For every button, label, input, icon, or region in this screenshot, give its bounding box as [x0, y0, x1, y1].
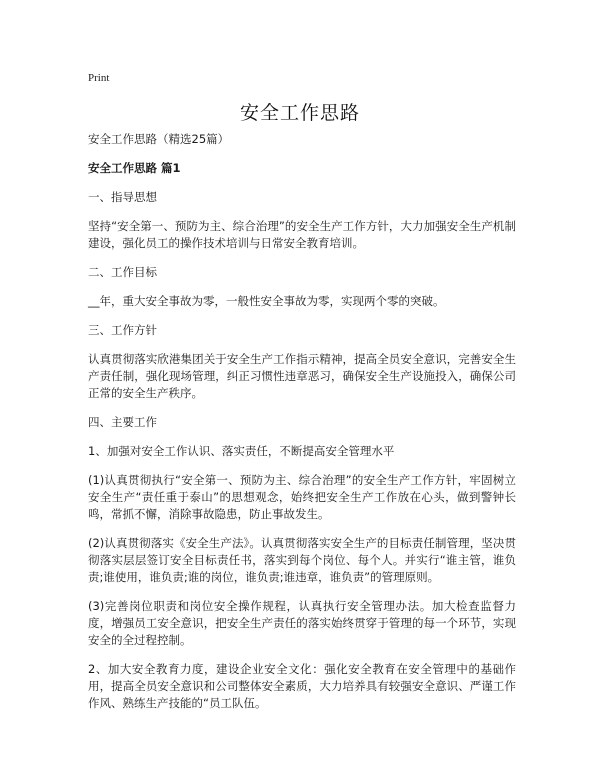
- section-heading: 三、工作方针: [88, 323, 157, 337]
- section-heading: 四、主要工作: [88, 415, 157, 429]
- section-title: 安全工作思路 篇1: [88, 161, 181, 175]
- paragraph: 坚持“安全第一、预防为主、综合治理”的安全生产工作方针，大力加强安全生产机制建设，强化员工的操作技术培训与日常安全教育培训。: [88, 219, 516, 250]
- paragraph: 2、加大安全教育力度，建设企业安全文化：强化安全教育在安全管理中的基础作用，提高全员安全意识和公司整体安全素质，大力培养具有较强安全意识、严谨工作作风、熟练生产技能的“员工队伍。: [88, 662, 516, 710]
- section-heading: 一、指导思想: [88, 190, 157, 204]
- paragraph: (2)认真贯彻落实《安全生产法》。认真贯彻落实安全生产的目标责任制管理，坚决贯彻落实层层签订安全目标责任书，落实到每个岗位、每个人。并实行“谁主管，谁负责;谁使用，谁负责;谁的岗位，谁负责;谁违章，谁负责”的管理原则。: [88, 536, 516, 584]
- document-body: [88, 131, 516, 724]
- paragraph: (1)认真贯彻执行“安全第一、预防为主、综合治理”的安全生产工作方针，牢固树立安全生产“责任重于泰山”的思想观念，始终把安全生产工作放在心头，做到警钟长鸣，常抓不懈，消除事故隐患，防止事故发生。: [88, 473, 516, 521]
- section-heading: 二、工作目标: [88, 265, 157, 279]
- document-subtitle: 安全工作思路（精选25篇）: [88, 132, 230, 146]
- print-label: Print: [88, 72, 110, 84]
- subsection-heading: 1、加强对安全工作认识、落实责任，不断提高安全管理水平: [88, 444, 395, 458]
- paragraph: 认真贯彻落实欣港集团关于安全生产工作指示精神，提高全员安全意识，完善安全生产责任制，强化现场管理，纠正习惯性违章恶习，确保安全生产设施投入，确保公司正常的安全生产秩序。: [88, 352, 516, 400]
- page-title: 安全工作思路: [239, 102, 360, 124]
- paragraph: __年，重大安全事故为零，一般性安全事故为零，实现两个零的突破。: [88, 294, 445, 308]
- paragraph: (3)完善岗位职责和岗位安全操作规程，认真执行安全管理办法。加大检查监督力度，增强员工安全意识，把安全生产责任的落实始终贯穿于管理的每一个环节，实现安全的全过程控制。: [88, 599, 516, 647]
